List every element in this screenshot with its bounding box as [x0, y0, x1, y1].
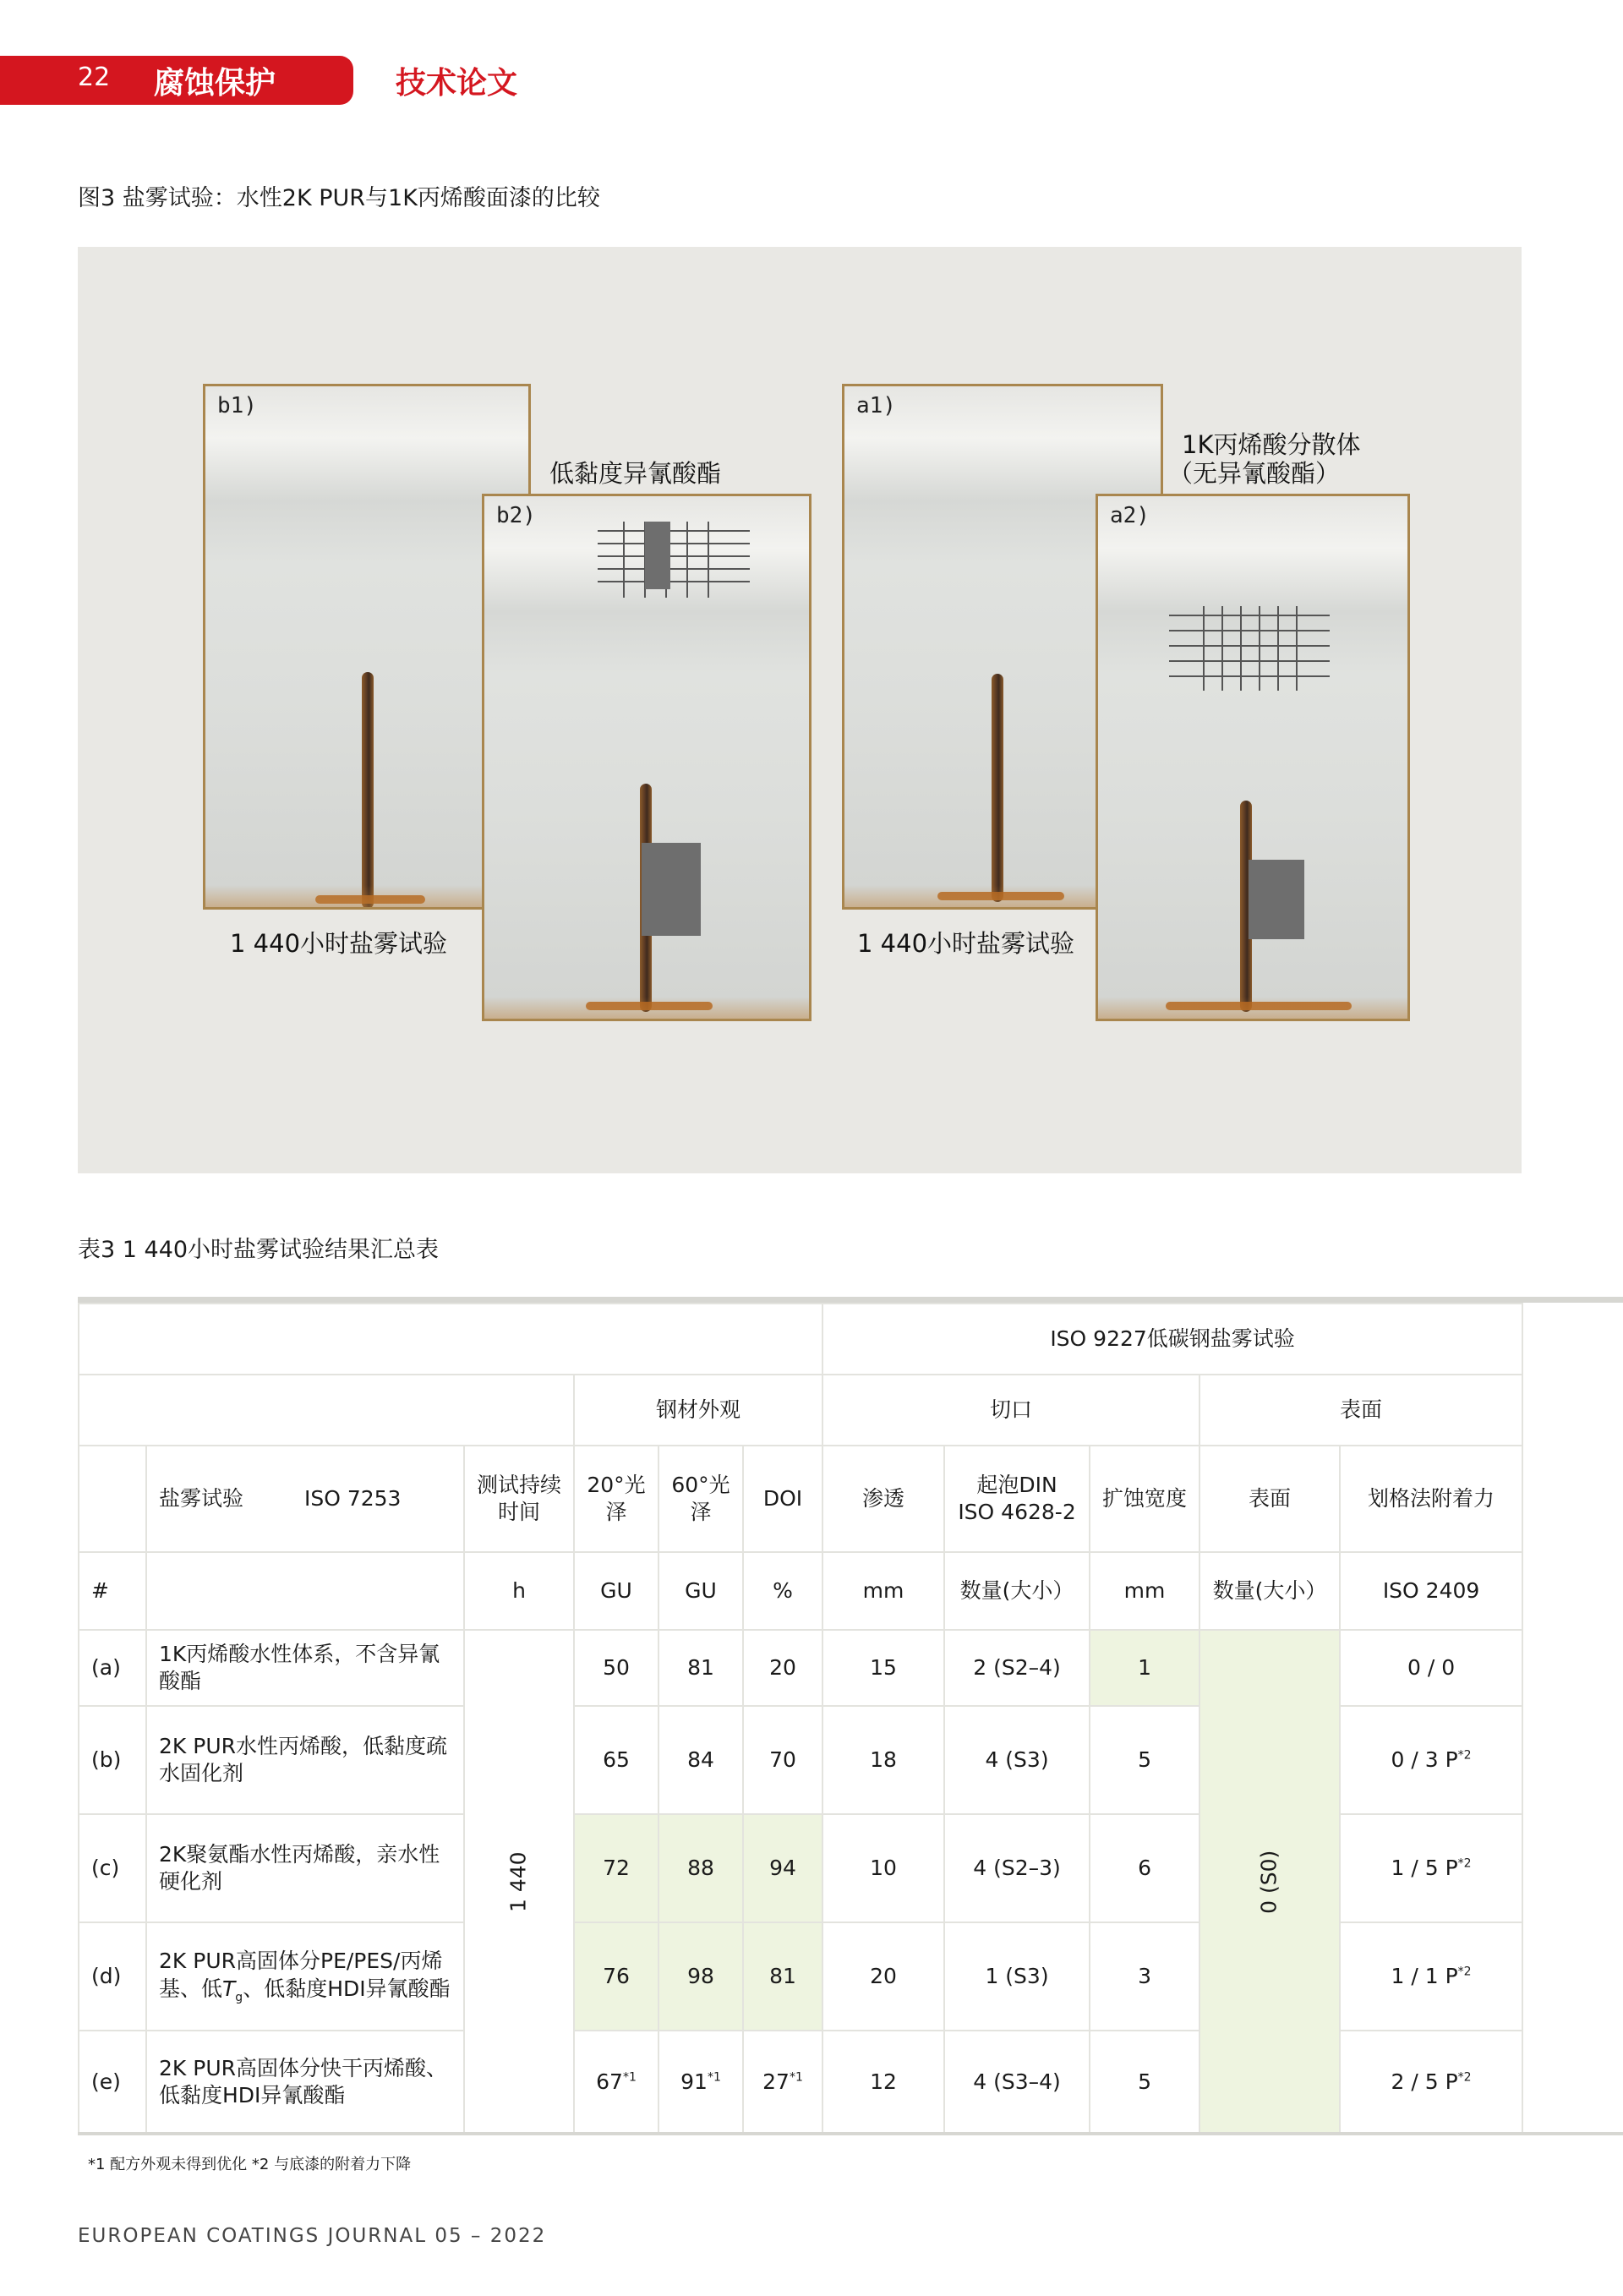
tape-patch — [1249, 860, 1304, 939]
value-text: 27 — [762, 2069, 790, 2094]
desc-part: 2K PUR高固体分PE/PES/丙烯基、低 — [159, 1949, 443, 2001]
table-header-blank — [79, 1375, 574, 1446]
row-description: 2K聚氨酯水性丙烯酸，亲水性硬化剂 — [146, 1814, 464, 1922]
surface-text: 0 (S0) — [1256, 1850, 1281, 1914]
table-bottom-rule — [78, 2132, 1623, 2135]
cell-blister: 1 (S3) — [944, 1922, 1090, 2031]
figure-caption: 图3 盐雾试验：水性2K PUR与1K丙烯酸面漆的比较 — [78, 185, 600, 211]
cell-gloss60: 88 — [658, 1814, 743, 1922]
table-group-appearance: 钢材外观 — [574, 1375, 822, 1446]
unit-doi: % — [743, 1552, 822, 1630]
cell-penetration: 15 — [822, 1630, 944, 1706]
column-header-adhesion: 划格法附着力 — [1340, 1446, 1522, 1552]
column-header-test — [146, 1446, 464, 1552]
surface-value — [1199, 1630, 1340, 2134]
adhesion-text: 1 / 1 P — [1391, 1963, 1458, 1988]
footnote-mark: *1 — [622, 2070, 637, 2085]
crosshatch-grid — [598, 522, 750, 598]
cell-adhesion — [1340, 2031, 1522, 2134]
cell-gloss60: 81 — [658, 1630, 743, 1706]
unit-spread: mm — [1090, 1552, 1199, 1630]
adhesion-text: 2 / 5 P — [1391, 2069, 1458, 2094]
page-number: 22 — [78, 63, 111, 92]
cell-spread: 3 — [1090, 1922, 1199, 2031]
row-id: (b) — [79, 1706, 146, 1814]
cell-gloss60 — [658, 2031, 743, 2134]
cell-penetration: 20 — [822, 1922, 944, 2031]
unit-blister: 数量(大小） — [944, 1552, 1090, 1630]
cell-spread: 6 — [1090, 1814, 1199, 1922]
footnote-mark: *1 — [789, 2070, 803, 2085]
cell-gloss60: 98 — [658, 1922, 743, 2031]
row-id: (a) — [79, 1630, 146, 1706]
cell-gloss20 — [574, 2031, 658, 2134]
cell-doi — [743, 2031, 822, 2134]
row-description: 1K丙烯酸水性体系，不含异氰酸酯 — [146, 1630, 464, 1706]
table-group-scribe: 切口 — [822, 1375, 1199, 1446]
crosshatch-grid — [1169, 606, 1330, 691]
cell-penetration: 12 — [822, 2031, 944, 2134]
cell-gloss20: 72 — [574, 1814, 658, 1922]
article-type: 技术论文 — [396, 66, 518, 101]
value-text: 91 — [680, 2069, 708, 2094]
cell-gloss20: 65 — [574, 1706, 658, 1814]
panel-b2 — [482, 494, 812, 1021]
cell-penetration: 18 — [822, 1706, 944, 1814]
column-header-gloss60: 60°光泽 — [658, 1446, 743, 1552]
row-description — [146, 1922, 464, 2031]
column-header-gloss20: 20°光泽 — [574, 1446, 658, 1552]
blister-line-1: 起泡DIN — [976, 1472, 1057, 1497]
cell-doi: 70 — [743, 1706, 822, 1814]
duration-text: 1 440 — [505, 1851, 531, 1912]
row-id: (d) — [79, 1922, 146, 2031]
footnote-mark: *2 — [1457, 2070, 1472, 2085]
cell-adhesion — [1340, 1706, 1522, 1814]
unit-adhesion: ISO 2409 — [1340, 1552, 1522, 1630]
adhesion-text: 1 / 5 P — [1391, 1855, 1458, 1880]
duration-value — [464, 1630, 574, 2134]
column-header-blister — [944, 1446, 1090, 1552]
rust-scribe — [362, 672, 374, 909]
cell-doi: 81 — [743, 1922, 822, 2031]
figure-text-a-title-1: 1K丙烯酸分散体 — [1182, 430, 1361, 459]
unit-penetration: mm — [822, 1552, 944, 1630]
footnote-mark: *2 — [1457, 1856, 1472, 1871]
row-description: 2K PUR高固体分快干丙烯酸、低黏度HDI异氰酸酯 — [146, 2031, 464, 2134]
blister-line-2: ISO 4628-2 — [958, 1500, 1076, 1524]
cell-blister: 4 (S2–3) — [944, 1814, 1090, 1922]
journal-footer: EUROPEAN COATINGS JOURNAL 05 – 2022 — [78, 2225, 547, 2247]
cell-spread: 5 — [1090, 2031, 1199, 2134]
row-id: (c) — [79, 1814, 146, 1922]
footnote-mark: *1 — [707, 2070, 721, 2085]
table-group-iso: ISO 9227低碳钢盐雾试验 — [822, 1304, 1522, 1375]
desc-part: 、低黏度HDI异氰酸酯 — [243, 1976, 451, 2001]
table-group-surface: 表面 — [1199, 1375, 1522, 1446]
cell-spread: 1 — [1090, 1630, 1199, 1706]
cell-doi: 20 — [743, 1630, 822, 1706]
cell-adhesion — [1340, 1814, 1522, 1922]
figure-text-b-title: 低黏度异氰酸酯 — [549, 459, 722, 488]
tape-patch — [642, 843, 701, 936]
unit-duration: h — [464, 1552, 574, 1630]
unit-gloss60: GU — [658, 1552, 743, 1630]
panel-label-a2: a2) — [1110, 503, 1150, 528]
rust-spread — [1166, 1002, 1352, 1010]
row-id: (e) — [79, 2031, 146, 2134]
column-header-surface: 表面 — [1199, 1446, 1340, 1552]
cell-gloss60: 84 — [658, 1706, 743, 1814]
value-text: 67 — [596, 2069, 623, 2094]
cell-blister: 4 (S3–4) — [944, 2031, 1090, 2134]
column-header-spread: 扩蚀宽度 — [1090, 1446, 1199, 1552]
panel-label-a1: a1) — [856, 393, 896, 418]
table-header-blank — [79, 1446, 146, 1552]
unit-blank — [146, 1552, 464, 1630]
column-header-duration: 测试持续时间 — [464, 1446, 574, 1552]
rust-spread — [937, 892, 1064, 900]
table-caption: 表3 1 440小时盐雾试验结果汇总表 — [78, 1237, 440, 1263]
table-footnote: *1 配方外观未得到优化 *2 与底漆的附着力下降 — [88, 2156, 412, 2173]
test-standard: ISO 7253 — [303, 1485, 402, 1511]
cell-spread: 5 — [1090, 1706, 1199, 1814]
cell-adhesion — [1340, 1922, 1522, 2031]
results-table — [78, 1303, 1523, 2135]
desc-symbol: T — [222, 1976, 236, 2001]
figure-photo — [78, 247, 1522, 1173]
unit-hash: # — [79, 1552, 146, 1630]
table-row — [79, 1630, 1522, 1706]
cell-adhesion: 0 / 0 — [1340, 1630, 1522, 1706]
adhesion-text: 0 / 3 P — [1391, 1747, 1458, 1772]
row-description: 2K PUR水性丙烯酸，低黏度疏水固化剂 — [146, 1706, 464, 1814]
rust-spread — [586, 1002, 713, 1010]
desc-subscript: g — [235, 1990, 243, 2004]
panel-label-b1: b1) — [217, 393, 257, 418]
footnote-mark: *2 — [1457, 1748, 1472, 1763]
footnote-mark: *2 — [1457, 1965, 1472, 1979]
figure-text-b-hours: 1 440小时盐雾试验 — [230, 929, 448, 958]
cell-blister: 2 (S2–4) — [944, 1630, 1090, 1706]
cell-gloss20: 50 — [574, 1630, 658, 1706]
figure-text-a-title-2: （无异氰酸酯） — [1168, 459, 1341, 488]
column-header-doi: DOI — [743, 1446, 822, 1552]
table-header-blank — [79, 1304, 822, 1375]
tape-patch — [645, 522, 670, 589]
cell-gloss20: 76 — [574, 1922, 658, 2031]
cell-penetration: 10 — [822, 1814, 944, 1922]
section-title: 腐蚀保护 — [154, 66, 276, 101]
column-header-penetration: 渗透 — [822, 1446, 944, 1552]
unit-surface: 数量(大小） — [1199, 1552, 1340, 1630]
rust-spread — [315, 895, 425, 904]
rust-scribe — [992, 674, 1003, 902]
panel-a2 — [1096, 494, 1410, 1021]
cell-doi: 94 — [743, 1814, 822, 1922]
table-top-rule — [78, 1297, 1623, 1303]
cell-blister: 4 (S3) — [944, 1706, 1090, 1814]
test-label: 盐雾试验 — [159, 1485, 244, 1511]
figure-text-a-hours: 1 440小时盐雾试验 — [857, 929, 1075, 958]
panel-label-b2: b2) — [496, 503, 536, 528]
unit-gloss20: GU — [574, 1552, 658, 1630]
